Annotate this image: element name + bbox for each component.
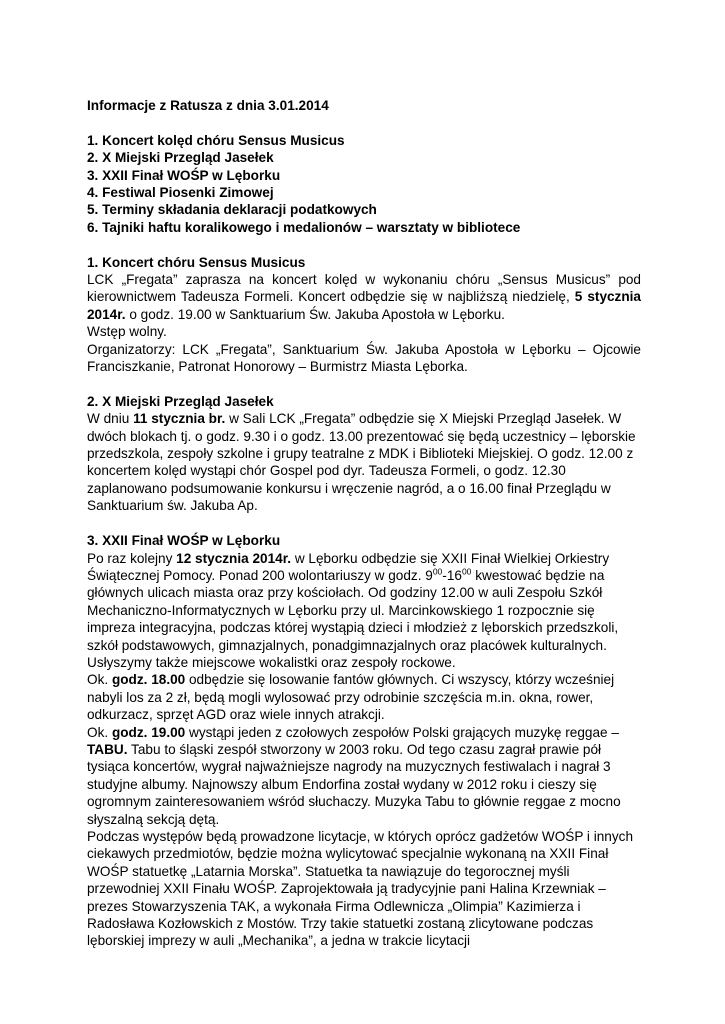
toc-item: 2. X Miejski Przegląd Jasełek <box>87 150 274 166</box>
text-run: LCK „Fregata” zaprasza na koncert kolęd w wykonaniu chóru „Sensus Musicus” pod kierownictwem Tadeusza Formeli. Koncert odbędzie się w najbliższą niedzielę, <box>87 272 641 305</box>
toc-item: 1. Koncert kolęd chóru Sensus Musicus <box>87 132 345 148</box>
section-heading: 1. Koncert chóru Sensus Musicus <box>87 254 306 270</box>
band-name-bold: TABU. <box>87 741 128 757</box>
text-run: w Lęborku odbędzie się XXII Finał Wielkiej Orkiestry Świątecznej Pomocy. Ponad 200 wolontariuszy w godz. 9 <box>87 550 610 583</box>
text-run: -16 <box>442 567 462 583</box>
date-bold: 11 stycznia br. <box>133 411 226 427</box>
text-run: W dniu <box>87 411 134 427</box>
section-nativity-review <box>87 393 641 515</box>
table-of-contents <box>87 132 641 236</box>
toc-item: 6. Tajniki haftu koralikowego i medalionów – warsztaty w bibliotece <box>87 219 521 235</box>
text-run: o godz. 19.00 w Sanktuarium Św. Jakuba Apostoła w Lęborku. <box>125 306 505 322</box>
text-run: w Sali LCK „Fregata” odbędzie się X Miejski Przegląd Jasełek. W dwóch blokach tj. o godz. 9.30 i o godz. 13.00 prezentować się będą uczestnicy – lęborskie przedszkola, zespoły szkolne i grupy teatralne z MDK i Biblioteki Miejskiej. O godz. 12.00 z koncertem kolęd wystąpi chór Gospel pod dyr. Tadeusza Formeli, o godz. 12.30 zaplanowano podsumowanie konkursu i wręczenie nagród, a o 16.00 finał Przeglądu w Sanktuarium św. Jakuba Ap. <box>87 411 636 514</box>
section-heading: 3. XXII Finał WOŚP w Lęborku <box>87 533 281 549</box>
document-title: Informacje z Ratusza z dnia 3.01.2014 <box>87 98 329 113</box>
text-run: wystąpi jeden z czołowych zespołów Polski grających muzykę reggae – <box>185 724 619 740</box>
toc-item: 3. XXII Finał WOŚP w Lęborku <box>87 167 281 183</box>
text-run: Tabu to śląski zespół stworzony w 2003 roku. Od tego czasu zagrał prawie pół tysiąca koncertów, wygrał najważniejsze nagrody na muzycznych festiwalach i nagrał 3 studyjne albumy. Najnowszy album Endorfina został wydany w 2012 roku i cieszy się ogromnym zainteresowaniem wśród słuchaczy. Muzyka Tabu to głównie reggae z mocno słyszalną sekcją dętą. <box>87 741 621 827</box>
toc-item: 5. Terminy składania deklaracji podatkowych <box>87 202 377 218</box>
section-wosp <box>87 532 641 950</box>
text-run: Ok. <box>87 724 112 740</box>
toc-item: 4. Festiwal Piosenki Zimowej <box>87 185 274 201</box>
time-bold: godz. 19.00 <box>111 724 186 740</box>
paragraph <box>87 410 641 514</box>
paragraph <box>87 271 641 323</box>
text-run: Ok. <box>87 672 112 688</box>
paragraph: Wstęp wolny. <box>87 324 167 340</box>
date-bold: 5 stycznia 2014r. <box>87 289 641 322</box>
superscript: 00 <box>461 566 472 577</box>
date-bold: 12 stycznia 2014r. <box>176 550 292 566</box>
text-run: Po raz kolejny <box>87 550 177 566</box>
text-run: kwestować będzie na głównych ulicach miasta oraz przy kościołach. Od godziny 12.00 w auli Zespołu Szkół Mechaniczno-Informatycznych w Lęborku przy ul. Marcinkowskiego 1 rozpocznie się impreza integracyjna, podczas której wystąpią dzieci i młodzież z lęborskich przedszkoli, szkół podstawowych, gimnazjalnych, ponadgimnazjalnych oraz placówek kulturalnych. Usłyszymy także miejscowe wokalistki oraz zespoły rockowe. <box>87 567 619 670</box>
paragraph <box>87 724 641 828</box>
text-run: odbędzie się losowanie fantów głównych. Ci wszyscy, którzy wcześniej nabyli los za 2 zł, będą mogli wylosować przy odrobinie szczęścia m.in. okna, rower, odkurzacz, sprzęt AGD oraz wiele innych atrakcji. <box>87 672 615 723</box>
superscript: 00 <box>432 566 443 577</box>
section-concert <box>87 254 641 376</box>
paragraph: Organizatorzy: LCK „Fregata”, Sanktuarium Św. Jakuba Apostoła w Lęborku – Ojcowie Franciszkanie, Patronat Honorowy – Burmistrz Miasta Lęborka. <box>87 341 641 375</box>
paragraph <box>87 550 641 672</box>
paragraph: Podczas występów będą prowadzone licytacje, w których oprócz gadżetów WOŚP i innych ciekawych przedmiotów, będzie można wylicytować specjalnie wykonaną na XXII Finał WOŚP statuetkę „Latarnia Morska”. Statuetka ta nawiązuje do tegorocznej myśli przewodniej XXII Finału WOŚP. Zaprojektowała ją tradycyjnie pani Halina Krzewniak – prezes Stowarzyszenia TAK, a wykonała Firma Odlewnicza „Olimpia” Kazimierza i Radosława Kozłowskich z Mostów. Trzy takie statuetki zostaną zlicytowane podczas lęborskiej imprezy w auli „Mechanika”, a jedna w trakcie licytacji <box>87 829 634 949</box>
section-heading: 2. X Miejski Przegląd Jasełek <box>87 393 274 409</box>
time-bold: godz. 18.00 <box>111 672 186 688</box>
paragraph <box>87 671 641 723</box>
